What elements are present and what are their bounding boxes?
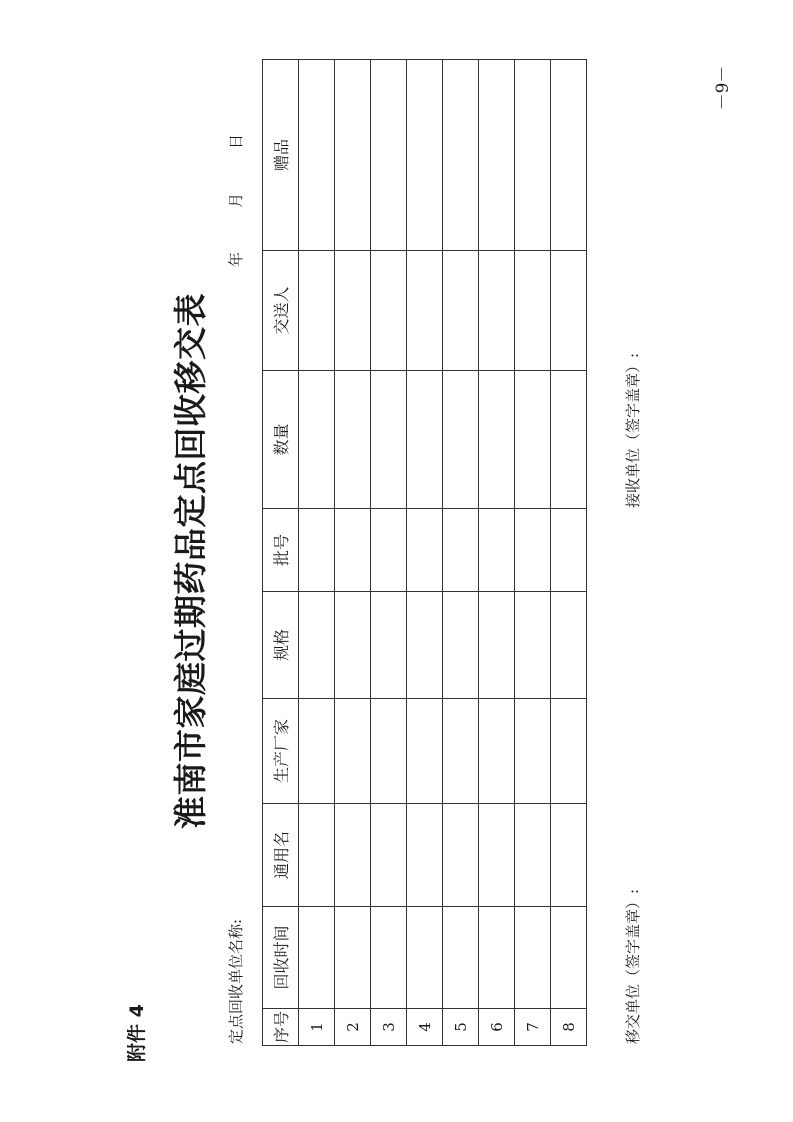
cell-manufacturer[interactable]: [407, 699, 443, 804]
cell-batch-number[interactable]: [299, 509, 335, 592]
cell-generic-name[interactable]: [443, 804, 479, 907]
table-row: [443, 60, 479, 1046]
cell-specification[interactable]: [479, 592, 515, 699]
cell-specification[interactable]: [335, 592, 371, 699]
row-seq: 4: [407, 1009, 443, 1046]
cell-batch-number[interactable]: [443, 509, 479, 592]
cell-gift[interactable]: [443, 60, 479, 251]
cell-gift[interactable]: [407, 60, 443, 251]
cell-recycle-time[interactable]: [407, 907, 443, 1009]
header-manufacturer: 生产厂家: [263, 699, 299, 804]
cell-quantity[interactable]: [551, 371, 587, 509]
cell-manufacturer[interactable]: [515, 699, 551, 804]
cell-recycle-time[interactable]: [551, 907, 587, 1009]
cell-quantity[interactable]: [479, 371, 515, 509]
cell-recycle-time[interactable]: [299, 907, 335, 1009]
table-row: [479, 60, 515, 1046]
row-seq: 8: [551, 1009, 587, 1046]
table-header-row: [263, 60, 299, 1046]
header-deliverer: 交送人: [263, 251, 299, 371]
cell-quantity[interactable]: [515, 371, 551, 509]
site-name-label: 定点回收单位名称:: [227, 918, 245, 1044]
cell-manufacturer[interactable]: [299, 699, 335, 804]
cell-manufacturer[interactable]: [551, 699, 587, 804]
cell-manufacturer[interactable]: [335, 699, 371, 804]
cell-gift[interactable]: [371, 60, 407, 251]
header-seq: 序号: [263, 1009, 299, 1046]
cell-manufacturer[interactable]: [479, 699, 515, 804]
table-row: [371, 60, 407, 1046]
cell-batch-number[interactable]: [479, 509, 515, 592]
cell-quantity[interactable]: [371, 371, 407, 509]
cell-gift[interactable]: [299, 60, 335, 251]
cell-generic-name[interactable]: [407, 804, 443, 907]
header-generic-name: 通用名: [263, 804, 299, 907]
table-row: [407, 60, 443, 1046]
cell-manufacturer[interactable]: [371, 699, 407, 804]
cell-recycle-time[interactable]: [443, 907, 479, 1009]
cell-deliverer[interactable]: [443, 251, 479, 371]
cell-gift[interactable]: [335, 60, 371, 251]
table-row: [551, 60, 587, 1046]
header-quantity: 数量: [263, 371, 299, 509]
cell-batch-number[interactable]: [371, 509, 407, 592]
cell-recycle-time[interactable]: [371, 907, 407, 1009]
table-row: [335, 60, 371, 1046]
cell-specification[interactable]: [515, 592, 551, 699]
row-seq: 6: [479, 1009, 515, 1046]
row-seq: 1: [299, 1009, 335, 1046]
cell-generic-name[interactable]: [515, 804, 551, 907]
header-specification: 规格: [263, 592, 299, 699]
cell-specification[interactable]: [551, 592, 587, 699]
cell-generic-name[interactable]: [335, 804, 371, 907]
header-recycle-time: 回收时间: [263, 907, 299, 1009]
handover-table: [262, 59, 587, 1046]
row-seq: 2: [335, 1009, 371, 1046]
cell-generic-name[interactable]: [479, 804, 515, 907]
table-row: [299, 60, 335, 1046]
attachment-label: 附件 4: [126, 1004, 148, 1062]
date-month-label: 月: [227, 192, 245, 208]
row-seq: 5: [443, 1009, 479, 1046]
cell-generic-name[interactable]: [371, 804, 407, 907]
receiving-unit-signature-label: 接收单位（签字盖章）:: [624, 352, 642, 508]
cell-manufacturer[interactable]: [443, 699, 479, 804]
cell-quantity[interactable]: [335, 371, 371, 509]
cell-recycle-time[interactable]: [515, 907, 551, 1009]
cell-gift[interactable]: [479, 60, 515, 251]
date-year-label: 年: [227, 251, 245, 267]
cell-recycle-time[interactable]: [479, 907, 515, 1009]
cell-batch-number[interactable]: [335, 509, 371, 592]
form-title: 淮南市家庭过期药品定点回收移交表: [171, 293, 210, 829]
cell-deliverer[interactable]: [515, 251, 551, 371]
cell-recycle-time[interactable]: [335, 907, 371, 1009]
cell-batch-number[interactable]: [515, 509, 551, 592]
cell-quantity[interactable]: [299, 371, 335, 509]
header-batch-number: 批号: [263, 509, 299, 592]
transfer-unit-signature-label: 移交单位（签字盖章）:: [624, 888, 642, 1044]
cell-deliverer[interactable]: [551, 251, 587, 371]
cell-deliverer[interactable]: [335, 251, 371, 371]
cell-quantity[interactable]: [407, 371, 443, 509]
table-row: [515, 60, 551, 1046]
cell-gift[interactable]: [515, 60, 551, 251]
cell-batch-number[interactable]: [551, 509, 587, 592]
header-gift: 赠品: [263, 60, 299, 251]
cell-quantity[interactable]: [443, 371, 479, 509]
cell-specification[interactable]: [371, 592, 407, 699]
cell-specification[interactable]: [443, 592, 479, 699]
cell-deliverer[interactable]: [479, 251, 515, 371]
row-seq: 3: [371, 1009, 407, 1046]
cell-generic-name[interactable]: [299, 804, 335, 907]
cell-deliverer[interactable]: [299, 251, 335, 371]
date-line: [225, 134, 246, 267]
row-seq: 7: [515, 1009, 551, 1046]
date-day-label: 日: [227, 133, 245, 149]
cell-deliverer[interactable]: [407, 251, 443, 371]
cell-gift[interactable]: [551, 60, 587, 251]
cell-specification[interactable]: [299, 592, 335, 699]
page-number: －9－: [713, 65, 733, 111]
cell-batch-number[interactable]: [407, 509, 443, 592]
cell-deliverer[interactable]: [371, 251, 407, 371]
cell-generic-name[interactable]: [551, 804, 587, 907]
cell-specification[interactable]: [407, 592, 443, 699]
